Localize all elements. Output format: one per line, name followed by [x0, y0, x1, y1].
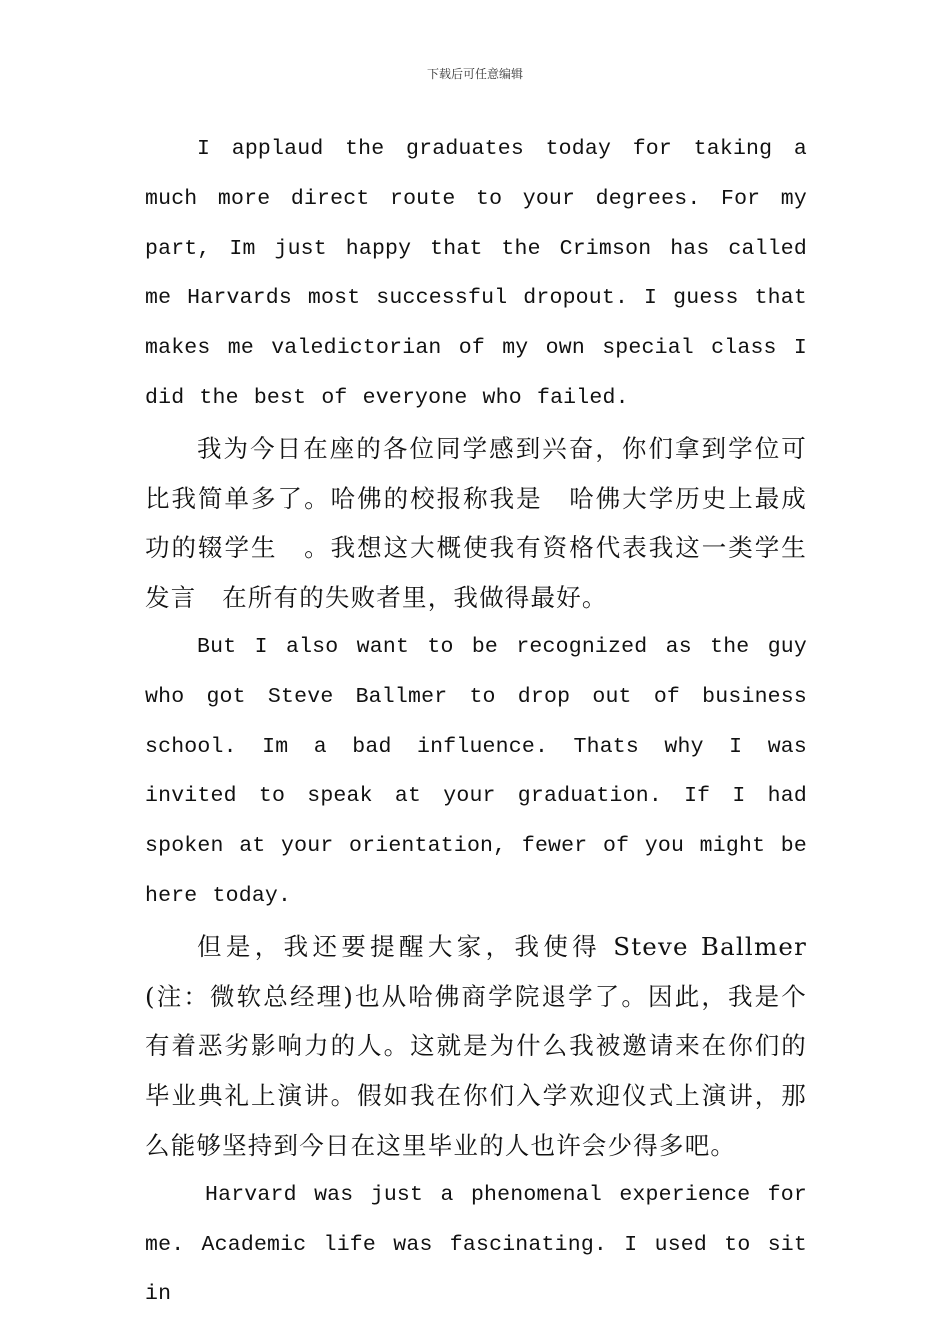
paragraph-english-3: Harvard was just a phenomenal experience for me. Academic life was fascinating. I used to sit in	[145, 1182, 807, 1307]
page-header: 下载后可任意编辑	[426, 67, 523, 81]
paragraph-chinese-2: 但是，我还要提醒大家，我使得 Steve Ballmer (注：微软总经理)也从哈佛商学院退学了。因此，我是个有着恶劣影响力的人。这就是为什么我被邀请来在你们的毕业典礼上演讲。假如我在你们入学欢迎仪式上演讲，那么能够坚持到今日在这里毕业的人也许会少得多吧。	[145, 931, 807, 1160]
paragraph-english-2: But I also want to be recognized as the guy who got Steve Ballmer to drop out of business school. Im a bad influence. Thats why I was invited to speak at your graduation. If I had spoken at your orientation, fewer of you might be here today.	[145, 634, 807, 908]
paragraph-chinese-1: 我为今日在座的各位同学感到兴奋，你们拿到学位可比我简单多了。哈佛的校报称我是 哈佛大学历史上最成功的辍学生 。我想这大概使我有资格代表我这一类学生发言 在所有的失败者里，我做得最好。	[145, 433, 807, 613]
paragraph-english-1: I applaud the graduates today for taking a much more direct route to your degrees. For my part, Im just happy that the Crimson has called me Harvards most successful dropout. I guess that makes me valedictorian of my own special class I did the best of everyone who failed.	[145, 137, 807, 410]
document-body	[145, 125, 807, 1320]
